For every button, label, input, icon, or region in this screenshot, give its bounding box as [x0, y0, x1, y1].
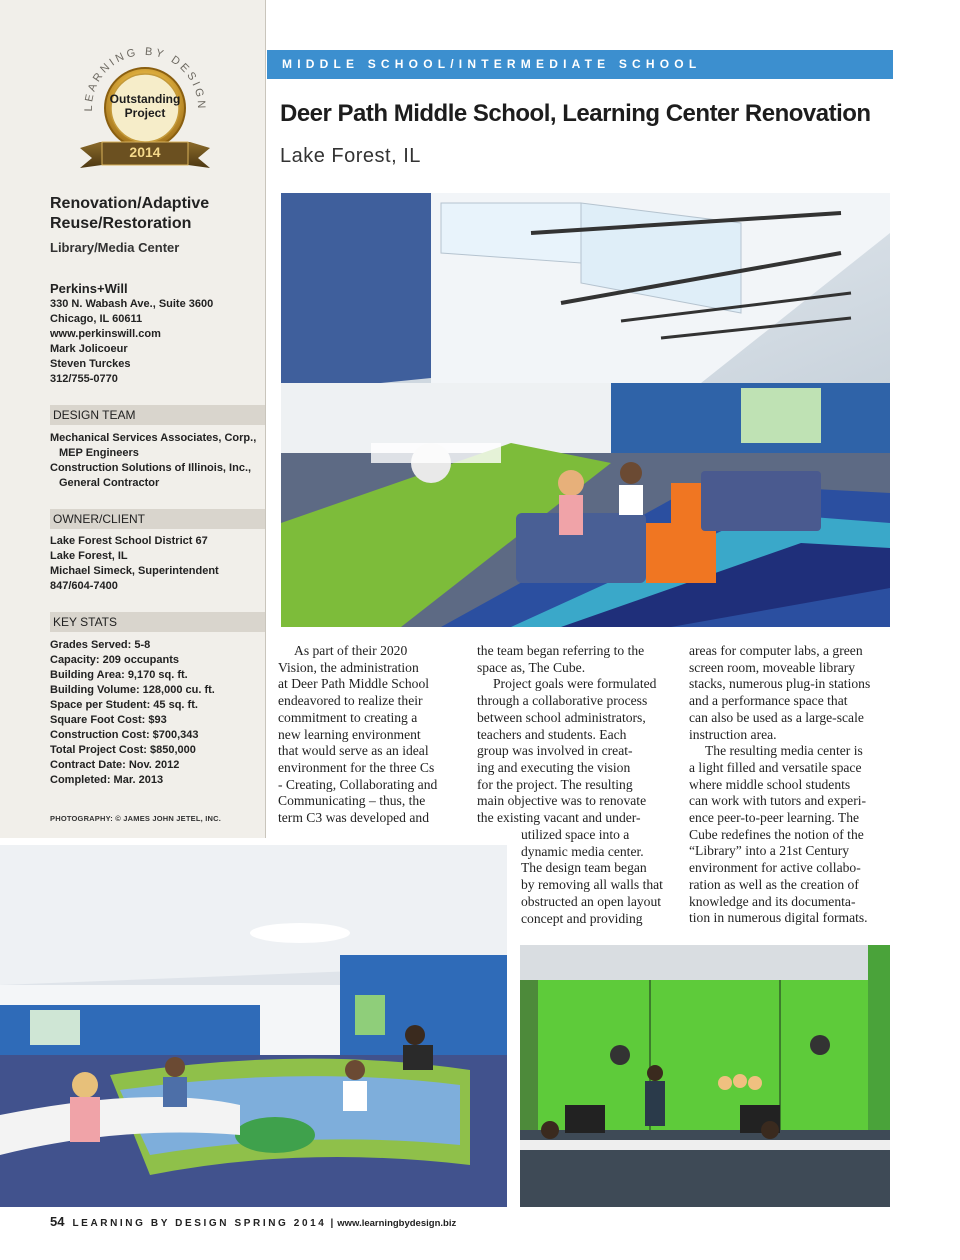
article-line: concept and providing [521, 910, 643, 926]
key-stat: Space per Student: 45 sq. ft. [50, 699, 198, 711]
article-line: a light filled and versatile space [689, 759, 862, 775]
article-line: through a collaborative process [477, 693, 648, 709]
article-line: instruction area. [689, 726, 777, 742]
article-line: can also be used as a large-scale [689, 709, 864, 725]
article-line: obstructed an open layout [521, 893, 662, 909]
article-line: utilized space into a [521, 827, 630, 842]
design-team-line: Mechanical Services Associates, Corp., [50, 432, 257, 444]
award-category [50, 194, 255, 234]
article-line: - Creating, Collaborating and [278, 776, 438, 792]
firm-name: Perkins+Will [50, 281, 128, 296]
owner-client-heading: OWNER/CLIENT [50, 509, 265, 529]
article-line: stacks, numerous plug-in stations [689, 676, 871, 692]
section-band: MIDDLE SCHOOL/INTERMEDIATE SCHOOL [267, 50, 893, 79]
article-line: screen room, moveable library [689, 659, 856, 675]
article-line: The resulting media center is [705, 743, 863, 759]
outstanding-project-badge [70, 30, 220, 180]
article-line: between school administrators, [477, 709, 646, 725]
article-location: Lake Forest, IL [280, 145, 421, 167]
owner-line: 847/604-7400 [50, 580, 118, 592]
article-line: areas for computer labs, a green [689, 643, 863, 658]
article-line: teachers and students. Each [477, 726, 627, 742]
article-line: Communicating – thus, the [278, 793, 426, 809]
badge-year: 2014 [129, 144, 161, 160]
article-line: can work with tutors and experi- [689, 793, 867, 809]
article-line: term C3 was developed and [278, 810, 429, 826]
article-line: for the project. The resulting [477, 776, 633, 792]
article-column-2 [477, 643, 677, 827]
article-line: the existing vacant and under- [477, 810, 641, 826]
article-line: where middle school students [689, 776, 851, 792]
project-sidebar [0, 0, 266, 838]
key-stat: Grades Served: 5-8 [50, 639, 151, 651]
article-line: new learning environment [278, 726, 421, 742]
firm-address-1: 330 N. Wabash Ave., Suite 3600 [50, 298, 214, 310]
owner-line: Lake Forest School District 67 [50, 535, 208, 547]
seating-area-photo [0, 845, 507, 1207]
key-stats-list [50, 638, 262, 788]
svg-text:LEARNING BY DESIGN: LEARNING BY DESIGN [82, 45, 208, 112]
article-line: “Library” into a 21st Century [689, 843, 850, 859]
magazine-url[interactable]: www.learningbydesign.biz [337, 1218, 457, 1229]
article-title: Deer Path Middle School, Learning Center Renovation [280, 100, 871, 127]
article-line: environment for active collabo- [689, 860, 861, 876]
design-team-line: MEP Engineers [59, 447, 139, 459]
article-line: and a performance space that [689, 693, 848, 709]
design-team-line: Construction Solutions of Illinois, Inc., [50, 462, 252, 474]
article-line: endeavored to realize their [278, 693, 423, 709]
design-team-line: General Contractor [59, 477, 160, 489]
article-line: knowledge and its documenta- [689, 893, 856, 909]
article-line: commitment to creating a [278, 709, 418, 725]
design-team-list [50, 431, 262, 491]
key-stat: Construction Cost: $700,343 [50, 729, 199, 741]
article-line: ing and executing the vision [477, 759, 631, 775]
page-footer [50, 1213, 456, 1231]
key-stat: Total Project Cost: $850,000 [50, 744, 196, 756]
article-line: that would serve as an ideal [278, 743, 429, 759]
article-line: dynamic media center. [521, 843, 644, 859]
article-line: The design team began [521, 860, 647, 876]
key-stat: Building Volume: 128,000 cu. ft. [50, 684, 215, 696]
article-line: Vision, the administration [278, 659, 419, 675]
article-line: Project goals were formulated [493, 676, 657, 692]
badge-line-2: Project [124, 106, 166, 120]
article-line: space as, The Cube. [477, 659, 586, 675]
key-stat: Contract Date: Nov. 2012 [50, 759, 180, 771]
magazine-name: LEARNING BY DESIGN SPRING 2014 [72, 1218, 327, 1229]
award-subcategory: Library/Media Center [50, 240, 180, 255]
article-line: by removing all walls that [521, 877, 663, 893]
article-line: Cube redefines the notion of the [689, 826, 864, 842]
article-line: at Deer Path Middle School [278, 676, 430, 692]
page-number: 54 [50, 1214, 65, 1229]
firm-website: www.perkinswill.com [50, 328, 161, 340]
award-category-line-2: Reuse/Restoration [50, 215, 192, 232]
badge-line-1: Outstanding [109, 92, 181, 106]
owner-line: Michael Simeck, Superintendent [50, 565, 219, 577]
firm-contact-2: Steven Turckes [50, 358, 131, 370]
owner-line: Lake Forest, IL [50, 550, 128, 562]
firm-phone: 312/755-0770 [50, 373, 118, 385]
owner-client-list [50, 534, 262, 594]
article-column-2-continued [521, 827, 681, 927]
article-column-1 [278, 643, 468, 827]
article-line: group was involved in creat- [477, 743, 633, 759]
article-line: the team began referring to the [477, 643, 645, 658]
article-column-3 [689, 643, 894, 927]
photo-credit: PHOTOGRAPHY: © JAMES JOHN JETEL, INC. [50, 814, 222, 823]
article-line: ration as well as the creation of [689, 876, 859, 892]
design-team-heading: DESIGN TEAM [50, 405, 265, 425]
article-line: tion in numerous digital formats. [689, 910, 868, 926]
key-stats-heading: KEY STATS [50, 612, 265, 632]
green-screen-room-photo [520, 945, 890, 1207]
architect-firm [50, 280, 260, 387]
article-line: ence peer-to-peer learning. The [689, 810, 860, 826]
article-line: As part of their 2020 [294, 643, 408, 658]
award-category-line-1: Renovation/Adaptive [50, 195, 210, 212]
key-stat: Completed: Mar. 2013 [50, 774, 164, 786]
key-stat: Square Foot Cost: $93 [50, 714, 167, 726]
firm-contact-1: Mark Jolicoeur [50, 343, 128, 355]
article-line: environment for the three Cs [278, 759, 435, 775]
article-line: main objective was to renovate [477, 793, 647, 809]
key-stat: Building Area: 9,170 sq. ft. [50, 669, 188, 681]
footer-separator: | [330, 1218, 334, 1229]
firm-address-2: Chicago, IL 60611 [50, 313, 143, 325]
key-stat: Capacity: 209 occupants [50, 654, 179, 666]
main-media-center-photo [281, 193, 890, 627]
